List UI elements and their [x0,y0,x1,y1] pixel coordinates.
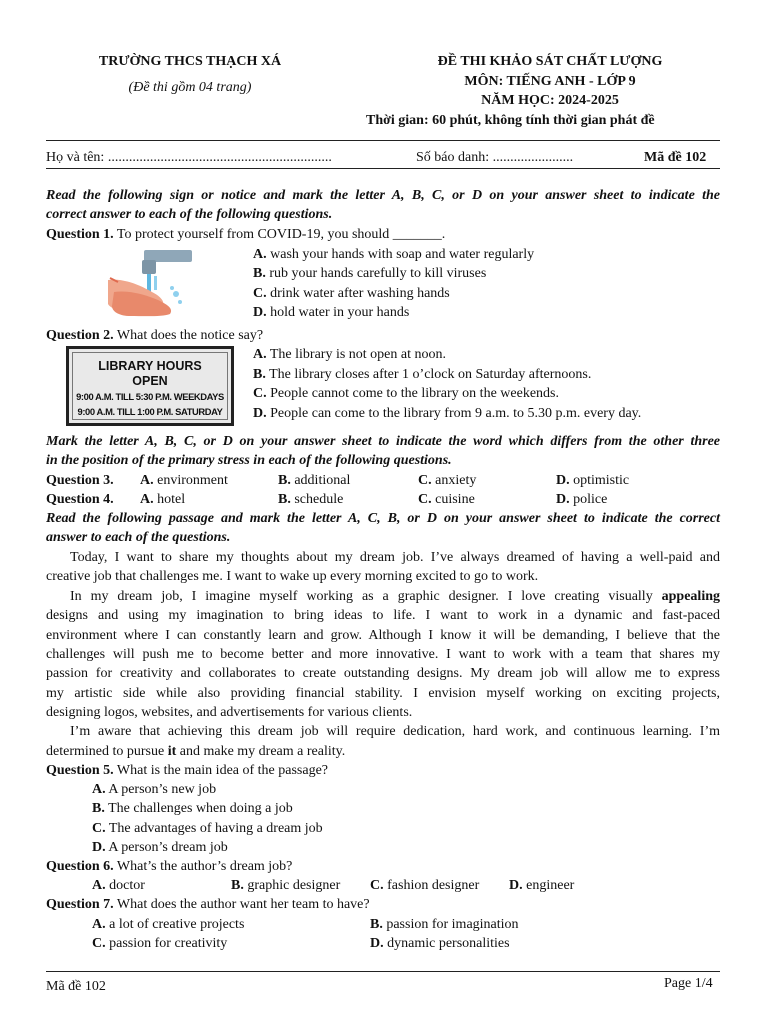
school-year: NĂM HỌC: 2024-2025 [481,93,619,108]
q4-option-c: C. cuisine [418,492,475,507]
passage-p2-line7: designing logos, websites, and advertisements for various clients. [46,705,413,720]
passage-p2-line3: environment where I can constantly learn and grow. Although I know it will be demanding, I believe that the [46,628,720,643]
section1-instruction-line1: Read the following sign or notice and mark the letter A, B, C, or D on your answer sheet to indicate the [46,188,720,203]
exam-subject: MÔN: TIẾNG ANH - LỚP 9 [464,74,636,89]
question-6 [46,857,292,876]
q5-option-a: A. A person’s new job [92,782,217,797]
q7-option-d: D. dynamic personalities [370,936,510,951]
passage-p2-line5: passion for creativity and collaborates to create outstanding designs. My dream job will allow me to express [46,666,720,681]
exam-title: ĐỀ THI KHẢO SÁT CHẤT LƯỢNG [437,54,663,69]
name-field-label: Họ và tên: ................................................................ [46,150,332,165]
student-id-label: Số báo danh: ....................... [416,150,574,165]
question-text: What’s the author’s dream job? [113,859,293,874]
section2-instruction-line2: in the position of the primary stress in each of the following questions. [46,453,452,468]
passage-p2-line1: In my dream job, I imagine myself working as a graphic designer. I love creating visually appealing [70,589,720,604]
q6-option-b: B. graphic designer [231,878,341,893]
passage-p3-line2: determined to pursue it and make my dream a reality. [46,744,346,759]
highlighted-word-it: it [167,744,177,759]
notice-weekdays: 9:00 A.M. TILL 5:30 P.M. WEEKDAYS [76,391,224,402]
q2-option-d: D. People can come to the library from 9 a.m. to 5.30 p.m. every day. [253,406,642,421]
q4-option-d: D. police [556,492,608,507]
exam-code: Mã đề 102 [644,150,707,165]
library-hours-notice [66,346,234,426]
q5-option-d: D. A person’s dream job [92,840,228,855]
passage-p2-line4: challenges will push me to become better and more innovative. I want to work with a team that shares my [46,647,720,662]
q2-option-b: B. The library closes after 1 o’clock on Saturday afternoons. [253,367,592,382]
passage-p2-line6: my artistic side while also providing financial stability. I envision myself working on exciting projects, [46,686,720,701]
q2-option-a: A. The library is not open at noon. [253,347,446,362]
q1-option-c: C. drink water after washing hands [253,286,450,301]
q3-option-b: B. additional [278,473,351,488]
question-4-label: Question 4. [46,492,114,507]
page-number: Page 1/4 [664,976,713,991]
question-7 [46,895,370,914]
question-text: To protect yourself from COVID-19, you should _______. [113,227,446,242]
footer-exam-code: Mã đề 102 [46,979,106,994]
question-label: Question 7. [46,897,114,912]
q1-option-a: A. wash your hands with soap and water regularly [253,247,535,262]
q3-option-c: C. anxiety [418,473,477,488]
section3-instruction-line1: Read the following passage and mark the letter A, C, B, or D on your answer sheet to indicate the correct [46,511,720,526]
q1-option-d: D. hold water in your hands [253,305,410,320]
q2-option-c: C. People cannot come to the library on the weekends. [253,386,559,401]
pages-note: (Đề thi gồm 04 trang) [128,80,252,95]
question-5 [46,761,328,780]
question-2 [46,326,263,345]
question-text: What is the main idea of the passage? [113,763,329,778]
q5-option-c: C. The advantages of having a dream job [92,821,323,836]
q5-option-b: B. The challenges when doing a job [92,801,293,816]
question-label: Question 2. [46,328,114,343]
q4-option-b: B. schedule [278,492,344,507]
q6-option-a: A. doctor [92,878,145,893]
notice-title: LIBRARY HOURS [98,359,202,373]
school-name: TRƯỜNG THCS THẠCH XÁ [98,54,282,69]
handwashing-icon [104,248,194,318]
info-divider [46,168,720,169]
q7-option-c: C. passion for creativity [92,936,228,951]
handwashing-image [104,248,194,318]
q7-option-a: A. a lot of creative projects [92,917,245,932]
highlighted-word-appealing: appealing [661,589,720,604]
question-label: Question 5. [46,763,114,778]
notice-saturday: 9:00 A.M. TILL 1:00 P.M. SATURDAY [77,406,223,417]
q4-option-a: A. hotel [140,492,186,507]
q6-option-c: C. fashion designer [370,878,480,893]
header-divider [46,140,720,141]
exam-duration: Thời gian: 60 phút, không tính thời gian phát đề [366,113,655,128]
section2-instruction-line1: Mark the letter A, B, C, or D on your answer sheet to indicate the word which differs from the other three [46,434,720,449]
footer-divider [46,971,720,972]
passage-p1-line1: Today, I want to share my thoughts about my dream job. I’ve always dreamed of having a well-paid and [70,550,720,565]
notice-open: OPEN [132,374,168,388]
q6-option-d: D. engineer [509,878,575,893]
q3-option-a: A. environment [140,473,228,488]
q1-option-b: B. rub your hands carefully to kill viruses [253,266,487,281]
q7-option-b: B. passion for imagination [370,917,519,932]
passage-p3-line1: I’m aware that achieving this dream job will require dedication, hard work, and continuous learning. I’m [70,724,720,739]
passage-p2-line2: designs and using my imagination to bring ideas to life. I want to work in a dynamic and fast-paced [46,608,720,623]
question-1 [46,225,445,244]
question-text: What does the notice say? [113,328,264,343]
question-3-label: Question 3. [46,473,114,488]
question-text: What does the author want her team to have? [113,897,370,912]
section1-instruction-line2: correct answer to each of the following questions. [46,207,333,222]
q3-option-d: D. optimistic [556,473,630,488]
passage-p1-line2: creative job that challenges me. I want to wake up every morning excited to go to work. [46,569,539,584]
section3-instruction-line2: answer to each of the questions. [46,530,231,545]
question-label: Question 1. [46,227,114,242]
question-label: Question 6. [46,859,114,874]
